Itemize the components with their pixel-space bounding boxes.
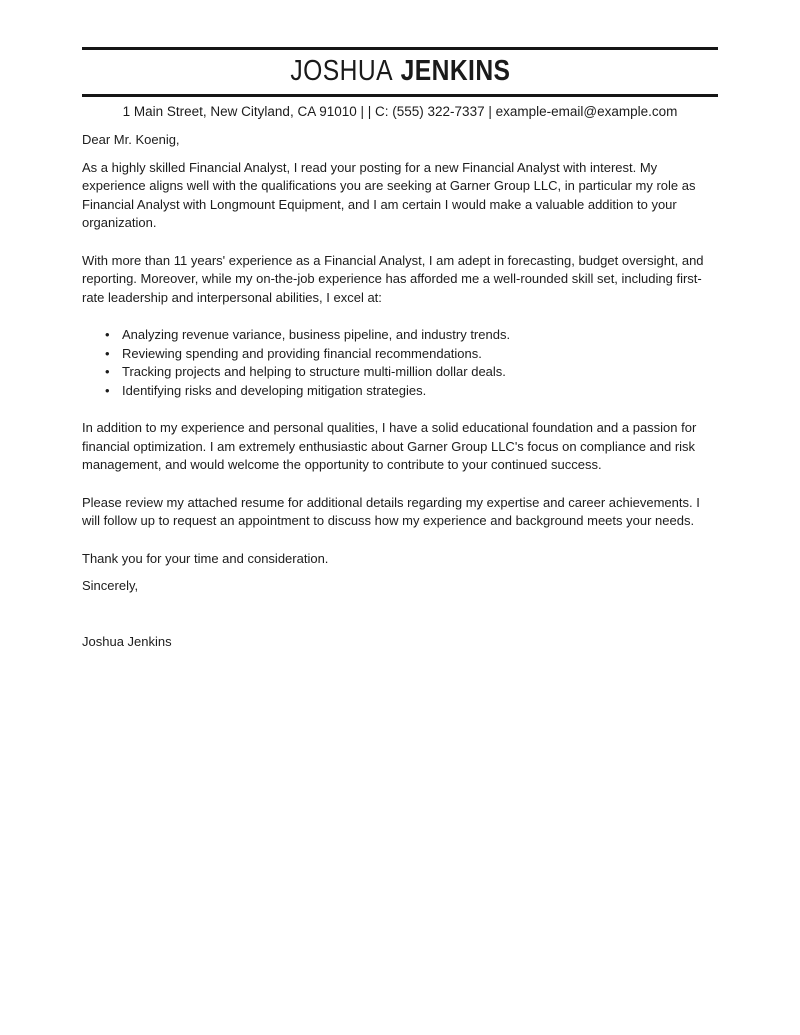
candidate-name [290, 57, 510, 86]
paragraph-intro: As a highly skilled Financial Analyst, I read your posting for a new Financial Analyst with interest. My experience aligns well with the qualifications you are seeking at Garner Group LLC, in particular my role as Financial Analyst with Longmount Equipment, and I am certain I would make a valuable addition to your organization. [82, 159, 696, 230]
paragraph-resume: Please review my attached resume for additional details regarding my expertise and career achievements. I will follow up to request an appointment to discuss how my experience and background meets your needs. [82, 494, 700, 528]
valediction: Sincerely, [82, 578, 139, 593]
skills-list [82, 326, 718, 400]
skill-item [105, 326, 718, 345]
contact-line: 1 Main Street, New Cityland, CA 91010 | | C: (555) 322-7337 | example-email@example.com [122, 104, 678, 119]
header-bottom-rule [82, 94, 718, 98]
salutation: Dear Mr. Koenig, [82, 132, 180, 147]
skill-item-text: Identifying risks and developing mitigation strategies. [122, 382, 427, 398]
page-title [82, 50, 718, 94]
paragraph-education: In addition to my experience and personal qualities, I have a solid educational foundation and a passion for financial optimization. I am extremely enthusiastic about Garner Group LLC's focus on compliance and risk management, and would welcome the opportunity to contribute to your continued success. [82, 420, 697, 472]
bullet-icon: • [105, 364, 110, 379]
skill-item [105, 382, 718, 401]
skill-item-text: Tracking projects and helping to structure multi-million dollar deals. [122, 364, 506, 379]
candidate-first-name: JOSHUA [289, 55, 393, 87]
paragraph-experience: With more than 11 years' experience as a Financial Analyst, I am adept in forecasting, budget oversight, and reporting. Moreover, while my on-the-job experience has afforded me a well-rounded skill set, including first-rate leadership and interpersonal abilities, I excel at: [82, 252, 704, 305]
letter-body [82, 131, 718, 651]
skill-item [105, 345, 718, 364]
candidate-last-name: JENKINS [400, 55, 511, 87]
skill-item [105, 363, 718, 382]
signature-name: Joshua Jenkins [82, 633, 172, 649]
bullet-icon: • [105, 345, 110, 361]
bullet-icon: • [105, 327, 110, 342]
letter-page [0, 47, 800, 1035]
skill-item-text: Reviewing spending and providing financial recommendations. [122, 345, 482, 361]
skill-item-text: Analyzing revenue variance, business pipeline, and industry trends. [122, 327, 511, 342]
thank-you-line: Thank you for your time and consideration. [82, 550, 329, 566]
bullet-icon: • [105, 382, 110, 398]
